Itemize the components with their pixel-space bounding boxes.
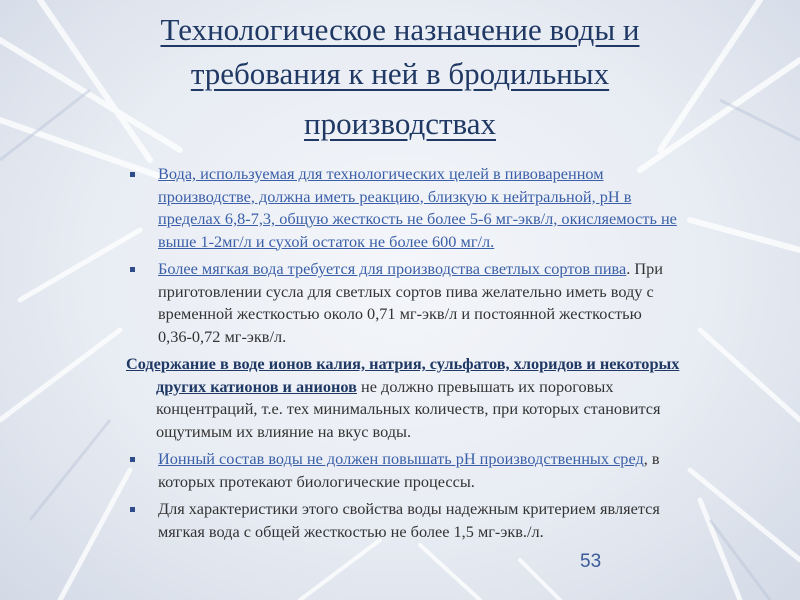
- slide-title: [60, 8, 740, 146]
- item-underlined-text: Ионный состав воды не должен повышать рН производственных сред: [158, 449, 644, 468]
- title-line-2: требования к ней в бродильных: [190, 56, 610, 91]
- item-text: , в: [643, 449, 660, 468]
- paragraph-text: не должно превышать их пороговых: [356, 376, 614, 396]
- list-item: [128, 498, 778, 543]
- item-line: Вода, используемая для технологических целей в пивоваренном: [158, 164, 604, 183]
- item-line: приготовлении сусла для светлых сортов пива желательно иметь воду с: [158, 281, 654, 301]
- paragraph-bold-text: других катионов и анионов: [156, 376, 357, 396]
- paragraph-bold-line: Содержание в воде ионов калия, натрия, сульфатов, хлоридов и некоторых: [126, 354, 680, 373]
- item-line: 0,36-0,72 мг-экв/л.: [158, 326, 287, 346]
- item-line: Для характеристики этого свойства воды надежным критерием является: [158, 499, 660, 518]
- title-line-3: производствах: [303, 106, 497, 141]
- item-line: производстве, должна иметь реакцию, близкую к нейтральной, рН в: [158, 186, 632, 206]
- square-bullet-icon: [130, 267, 135, 272]
- plain-paragraph: [126, 353, 778, 443]
- list-item: [128, 258, 778, 348]
- item-line: выше 1-2мг/л и сухой остаток не более 600 мг/л.: [158, 231, 495, 251]
- item-underlined-text: Более мягкая вода требуется для производства светлых сортов пива: [158, 259, 627, 278]
- square-bullet-icon: [130, 507, 135, 512]
- paragraph-line: ощутимым их влияние на вкус воды.: [156, 421, 412, 441]
- item-line: пределах 6,8-7,3, общую жесткость не более 5-6 мг-экв/л, окисляемость не: [158, 209, 677, 228]
- list-item: [128, 163, 778, 253]
- item-line: которых протекают биологические процессы.: [158, 471, 475, 491]
- page-number: 53: [580, 551, 602, 572]
- item-line: мягкая вода с общей жесткостью не более 1,5 мг-экв./л.: [158, 521, 544, 541]
- square-bullet-icon: [130, 172, 135, 177]
- list-item: [128, 448, 778, 493]
- slide-content: [128, 163, 778, 548]
- square-bullet-icon: [130, 457, 135, 462]
- paragraph-line: концентраций, т.е. тех минимальных количеств, при которых становится: [156, 399, 661, 418]
- item-text: . При: [626, 259, 664, 278]
- item-line: временной жесткостью около 0,71 мг-экв/л и постоянной жесткостью: [158, 304, 642, 323]
- title-line-1: Технологическое назначение воды и: [160, 12, 640, 47]
